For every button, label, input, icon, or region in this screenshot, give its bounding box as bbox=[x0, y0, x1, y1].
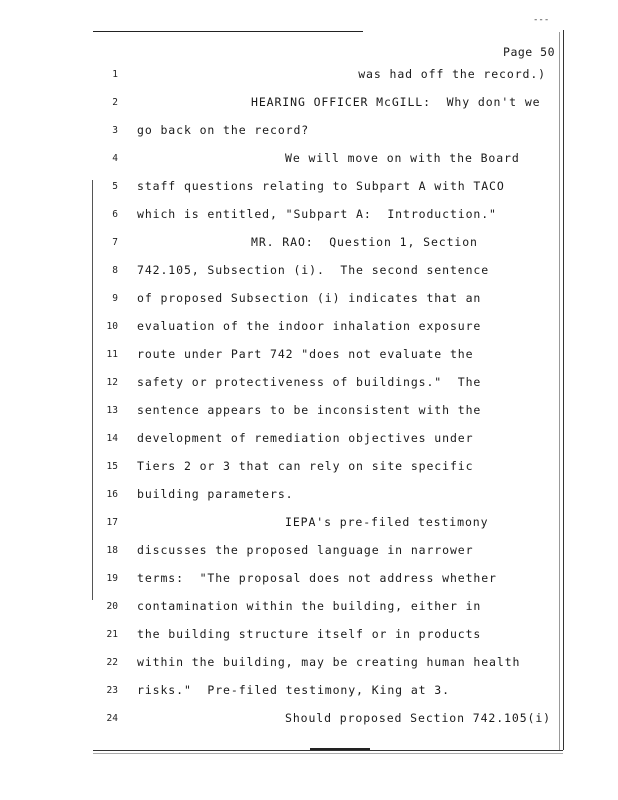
line-number: 23 bbox=[106, 685, 118, 696]
line-text: the building structure itself or in products bbox=[137, 627, 482, 641]
line-number: 10 bbox=[106, 321, 118, 332]
line-text: 742.105, Subsection (i). The second sentence bbox=[137, 263, 490, 277]
transcript-line bbox=[0, 178, 505, 198]
left-margin-bar bbox=[92, 180, 93, 600]
line-number: 19 bbox=[106, 573, 118, 584]
line-number: 16 bbox=[106, 489, 118, 500]
transcript-line bbox=[0, 402, 482, 422]
line-text: contamination within the building, either in bbox=[137, 599, 482, 613]
transcript-line bbox=[0, 710, 552, 730]
line-number: 15 bbox=[106, 461, 118, 472]
line-text: was had off the record.) bbox=[358, 67, 546, 81]
line-number: 14 bbox=[106, 433, 118, 444]
line-number: 22 bbox=[106, 657, 118, 668]
transcript-line bbox=[0, 122, 310, 142]
transcript-line bbox=[0, 430, 474, 450]
transcript-line bbox=[0, 374, 482, 394]
line-text: staff questions relating to Subpart A with TACO bbox=[137, 179, 505, 193]
transcript-line bbox=[0, 598, 482, 618]
line-text: go back on the record? bbox=[137, 123, 310, 137]
transcript-line bbox=[0, 654, 521, 674]
line-number: 9 bbox=[112, 293, 118, 304]
bottom-rule-inner bbox=[93, 753, 563, 754]
transcript-line bbox=[0, 318, 482, 338]
top-rule bbox=[93, 31, 363, 32]
line-number: 18 bbox=[106, 545, 118, 556]
line-number: 12 bbox=[106, 377, 118, 388]
line-text: We will move on with the Board bbox=[285, 151, 520, 165]
line-number: 13 bbox=[106, 405, 118, 416]
transcript-line bbox=[0, 206, 497, 226]
bottom-mark bbox=[310, 748, 370, 750]
transcript-line bbox=[0, 514, 489, 534]
line-text: building parameters. bbox=[137, 487, 294, 501]
transcript-line bbox=[0, 290, 482, 310]
transcript-line bbox=[0, 94, 541, 114]
line-number: 5 bbox=[112, 181, 118, 192]
line-number: 3 bbox=[112, 125, 118, 136]
line-text: Tiers 2 or 3 that can rely on site specific bbox=[137, 459, 474, 473]
line-number: 20 bbox=[106, 601, 118, 612]
bottom-rule bbox=[93, 750, 563, 751]
line-text: sentence appears to be inconsistent with the bbox=[137, 403, 482, 417]
right-margin-rule bbox=[563, 30, 564, 750]
line-text: which is entitled, "Subpart A: Introduction." bbox=[137, 207, 497, 221]
line-number: 24 bbox=[106, 713, 118, 724]
line-number: 7 bbox=[112, 237, 118, 248]
transcript-line bbox=[0, 486, 294, 506]
line-number: 4 bbox=[112, 153, 118, 164]
line-text: discusses the proposed language in narrower bbox=[137, 543, 474, 557]
transcript-line bbox=[0, 262, 490, 282]
line-text: safety or protectiveness of buildings." The bbox=[137, 375, 482, 389]
transcript-line bbox=[0, 626, 482, 646]
transcript-line bbox=[0, 682, 450, 702]
line-text: route under Part 742 "does not evaluate the bbox=[137, 347, 474, 361]
line-text: development of remediation objectives under bbox=[137, 431, 474, 445]
transcript-line bbox=[0, 542, 474, 562]
page-number: Page 50 bbox=[503, 45, 555, 59]
transcript-line bbox=[0, 570, 497, 590]
line-number: 8 bbox=[112, 265, 118, 276]
line-text: Should proposed Section 742.105(i) bbox=[285, 711, 552, 725]
line-text: evaluation of the indoor inhalation exposure bbox=[137, 319, 482, 333]
line-text: of proposed Subsection (i) indicates that an bbox=[137, 291, 482, 305]
line-number: 2 bbox=[112, 97, 118, 108]
line-number: 11 bbox=[106, 349, 118, 360]
line-text: terms: "The proposal does not address whether bbox=[137, 571, 497, 585]
transcript-line bbox=[0, 150, 520, 170]
line-text: MR. RAO: Question 1, Section bbox=[251, 235, 478, 249]
transcript-line bbox=[0, 234, 478, 254]
line-text: within the building, may be creating human health bbox=[137, 655, 521, 669]
line-number: 17 bbox=[106, 517, 118, 528]
line-text: HEARING OFFICER McGILL: Why don't we bbox=[251, 95, 541, 109]
line-number: 6 bbox=[112, 209, 118, 220]
line-number: 21 bbox=[106, 629, 118, 640]
line-number: 1 bbox=[112, 69, 118, 80]
line-text: IEPA's pre-filed testimony bbox=[285, 515, 489, 529]
transcript-line bbox=[0, 346, 474, 366]
transcript-line bbox=[0, 66, 546, 86]
corner-mark: --- bbox=[533, 15, 550, 25]
line-text: risks." Pre-filed testimony, King at 3. bbox=[137, 683, 450, 697]
right-margin-rule-inner bbox=[559, 32, 560, 750]
transcript-line bbox=[0, 458, 474, 478]
